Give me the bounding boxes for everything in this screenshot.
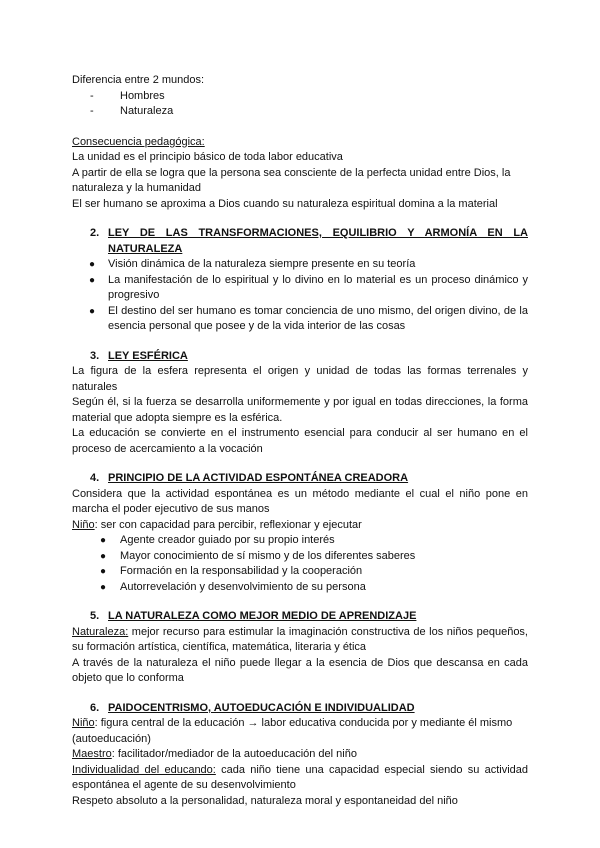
section-heading-4: 4. PRINCIPIO DE LA ACTIVIDAD ESPONTÁNEA CREADORA [90, 472, 409, 484]
list-item: - Hombres [90, 89, 165, 102]
paragraph: Considera que la actividad espontánea es un método mediante el cual el niño pone en marcha el poder ejecutivo de sus manos [72, 487, 528, 515]
section-heading-3: 3. LEY ESFÉRICA [90, 349, 188, 362]
intro-heading: Diferencia entre 2 mundos: [72, 74, 205, 86]
bullet-icon: ● [100, 550, 107, 562]
bullet-icon: ● [100, 566, 107, 577]
list-item: ● Agente creador guiado por su propio interés [72, 533, 528, 549]
list-item: ● Autorrevelación y desenvolvimiento de su persona [72, 580, 528, 596]
bullet-icon: ● [89, 259, 96, 270]
list-item: ● El destino del ser humano es tomar conciencia de uno mismo, del origen divino, de la esencia personal que posee y de la vida interior de las cosas [89, 304, 528, 332]
list-item: - Naturaleza [90, 105, 174, 117]
definition-line: Naturaleza: mejor recurso para estimular la imaginación constructiva de los niños pequeños, su formación artística, científica, matemática, literaria y ética [72, 625, 528, 653]
list-item: ● La manifestación de lo espiritual y lo divino en lo material es un proceso dinámico y progresivo [89, 273, 528, 301]
consequence-label: Consecuencia pedagógica: [72, 135, 205, 148]
paragraph: Respeto absoluto a la personalidad, naturaleza moral y espontaneidad del niño [72, 794, 458, 807]
list-item: ● Formación en la responsabilidad y la cooperación [72, 564, 528, 580]
section-heading-6: 6. PAIDOCENTRISMO, AUTOEDUCACIÓN E INDIVIDUALIDAD [90, 701, 415, 714]
list-item: ● Visión dinámica de la naturaleza siempre presente en su teoría [72, 257, 528, 273]
paragraph: La educación se convierte en el instrumento esencial para conducir al ser humano en el proceso de acercamiento a la vocación [72, 427, 528, 455]
section-heading-5: 5. LA NATURALEZA COMO MEJOR MEDIO DE APRENDIZAJE [90, 610, 417, 622]
list-item: ● Mayor conocimiento de sí mismo y de los diferentes saberes [72, 549, 528, 565]
paragraph: A partir de ella se logra que la persona sea consciente de la perfecta unidad entre Dios, la naturaleza y la humanidad [72, 166, 511, 194]
bullet-icon: ● [89, 274, 96, 286]
bullet-icon: ● [89, 305, 96, 317]
definition-line: Niño: ser con capacidad para percibir, reflexionar y ejecutar [72, 518, 362, 531]
bullet-list [72, 257, 528, 335]
section-heading-2: 2. LEY DE LAS TRANSFORMACIONES, EQUILIBRIO Y ARMONÍA EN LA NATURALEZA [90, 227, 528, 255]
paragraph: Según él, si la fuerza se desarrolla uniformemente y por igual en todas direcciones, la forma material que adopta siempre es la esférica. [72, 396, 528, 424]
bullet-icon: ● [100, 535, 107, 546]
paragraph: El ser humano se aproxima a Dios cuando su naturaleza espiritual domina a la material [72, 197, 498, 210]
paragraph: La unidad es el principio básico de toda labor educativa [72, 151, 343, 163]
bullet-icon: ● [100, 581, 107, 593]
intro-list [72, 89, 528, 120]
definition-line: Individualidad del educando: cada niño tiene una capacidad especial siendo su actividad espontánea el agente de su desenvolvimiento [72, 763, 528, 791]
bullet-list [72, 533, 528, 595]
definition-line: Maestro: facilitador/mediador de la autoeducación del niño [72, 748, 357, 760]
paragraph: La figura de la esfera representa el origen y unidad de todas las formas terrenales y naturales [72, 365, 528, 393]
paragraph: A través de la naturaleza el niño puede llegar a la esencia de Dios que descansa en cada objeto que lo conforma [72, 656, 528, 684]
definition-line: Niño: figura central de la educación → labor educativa conducida por y mediante él mismo (autoeducación) [72, 717, 513, 745]
